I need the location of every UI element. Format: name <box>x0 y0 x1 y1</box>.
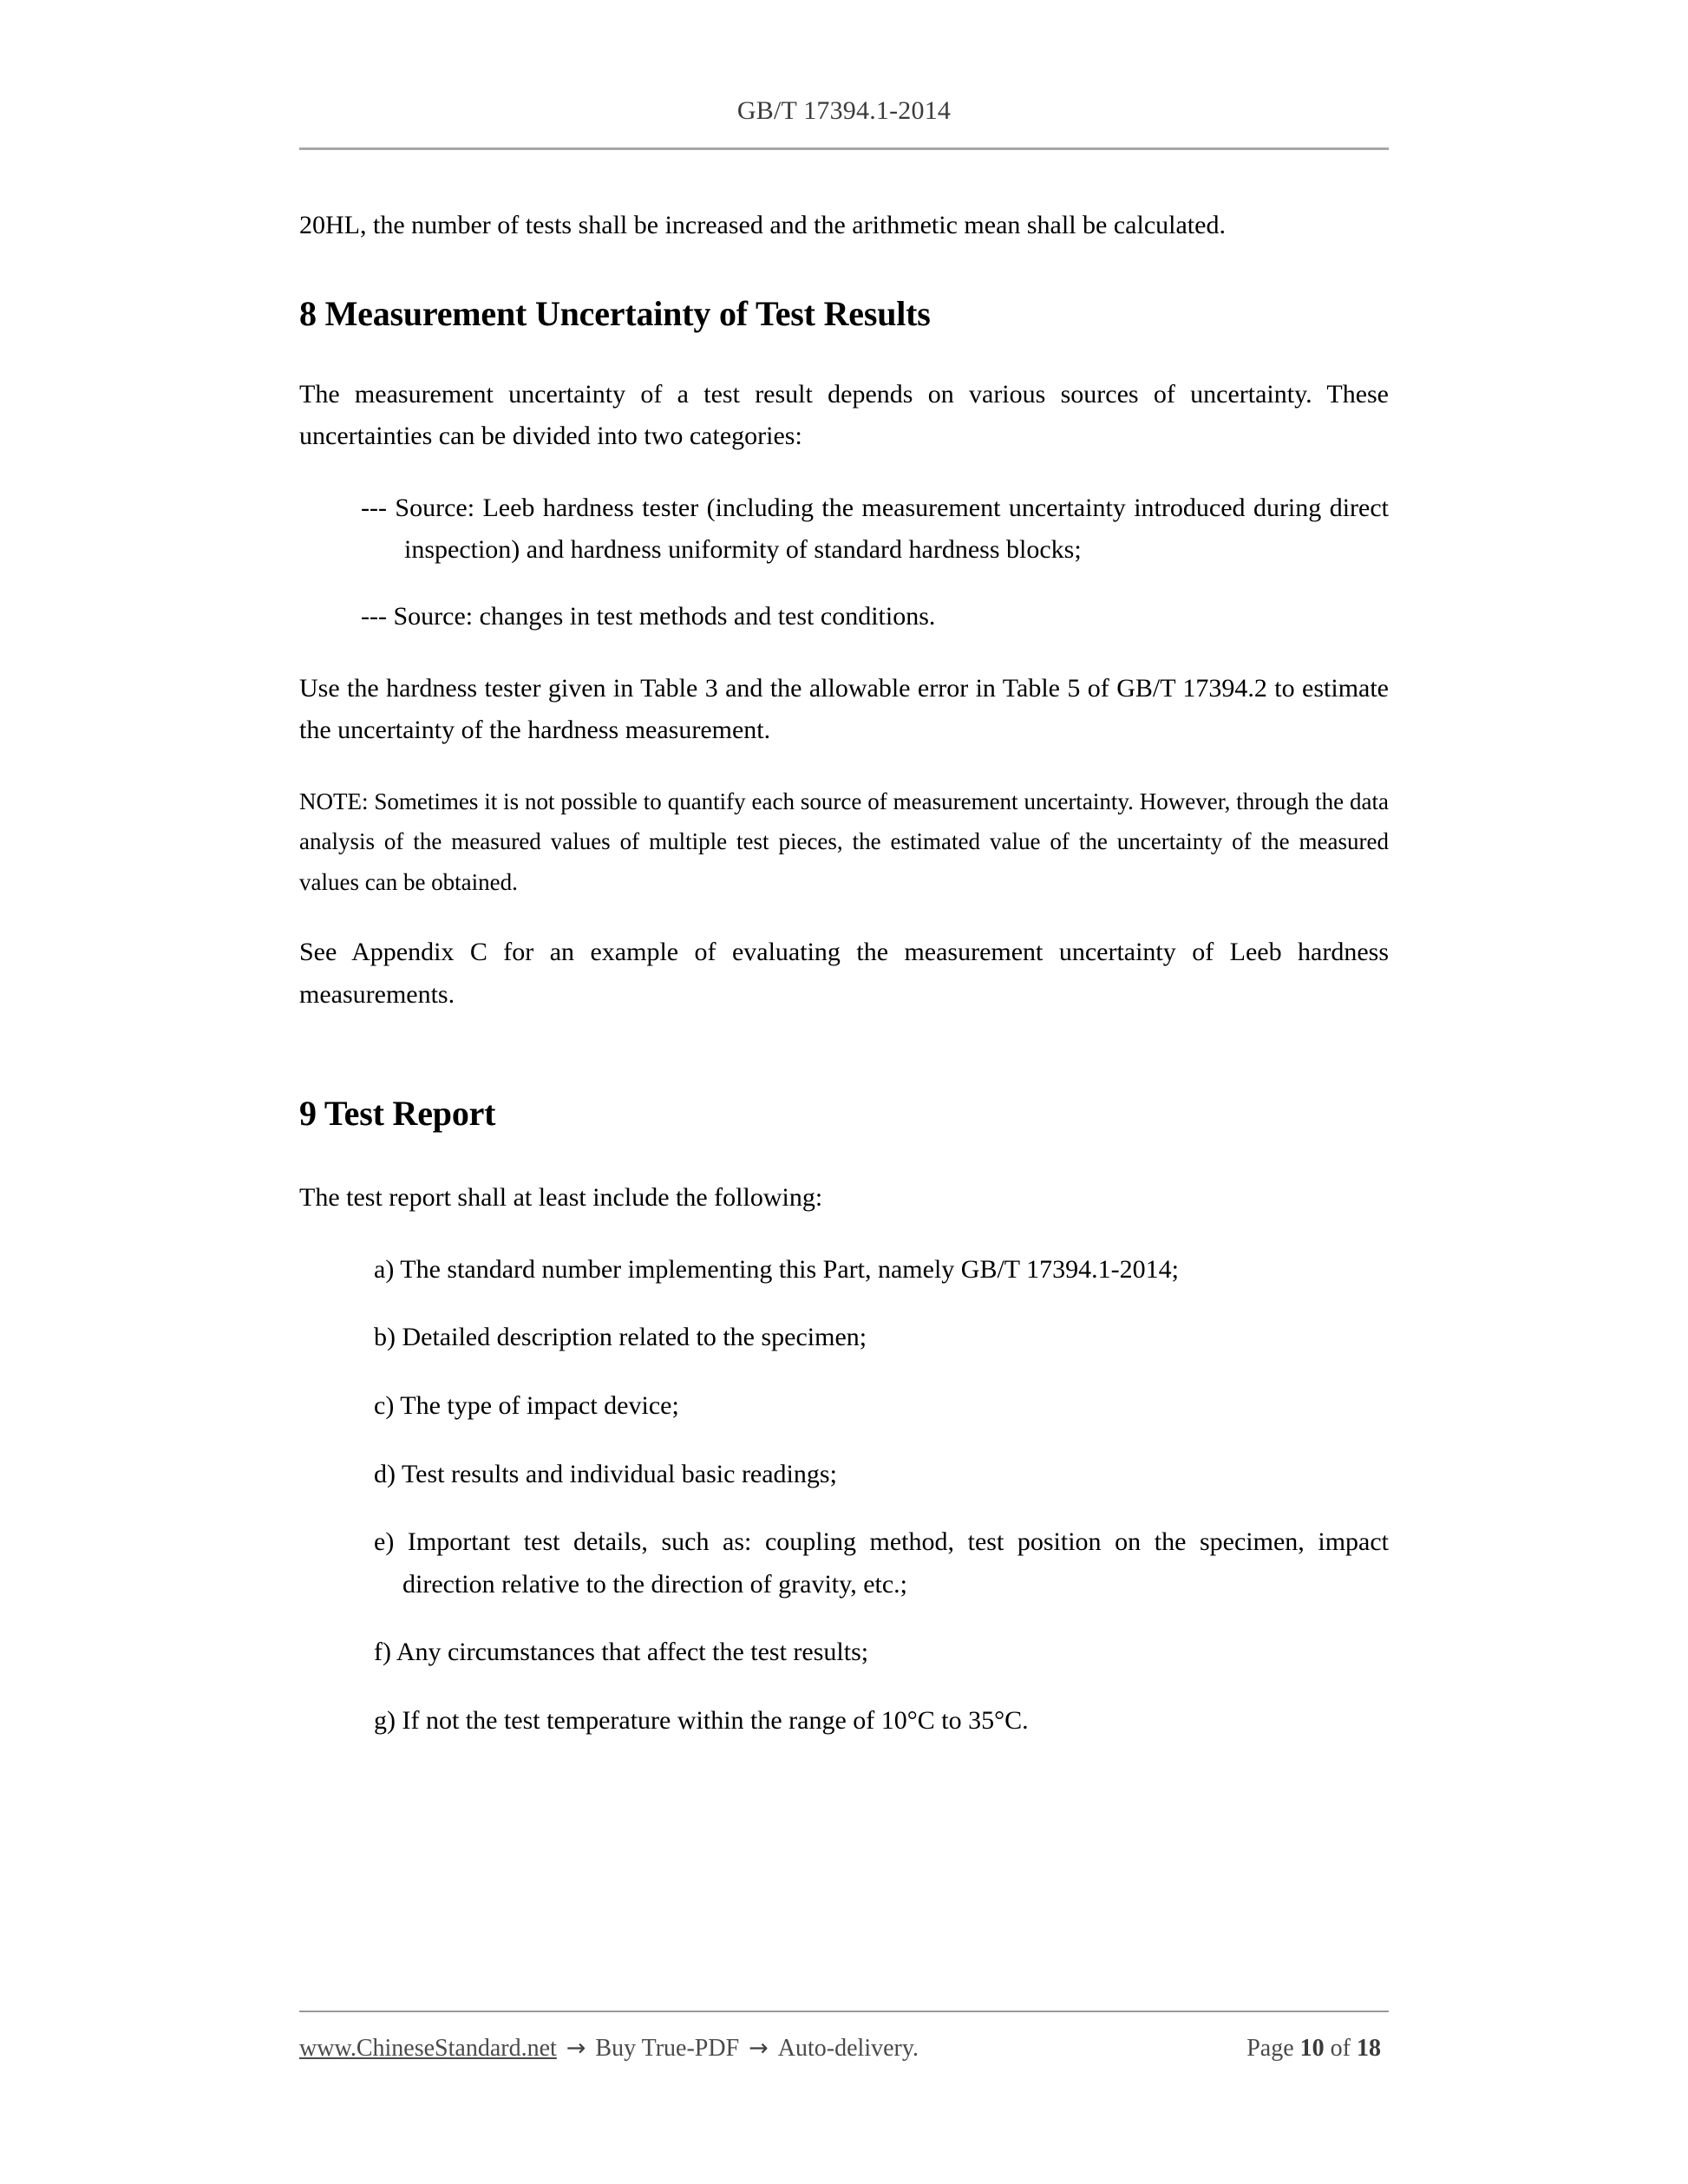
section9-paragraph-1: The test report shall at least include the following: <box>299 1183 823 1213</box>
test-report-item-list <box>299 1249 1389 1743</box>
chinesestandard-link[interactable]: www.ChineseStandard.net <box>299 2035 557 2062</box>
page-footer <box>299 2011 1389 2063</box>
current-page-number: 10 <box>1299 2035 1325 2062</box>
dash-marker: --- <box>361 601 394 631</box>
intro-paragraph: 20HL, the number of tests shall be increased and the arithmetic mean shall be calculated. <box>299 211 1226 239</box>
list-item-text: Source: Leeb hardness tester (including the measurement uncertainty introduced during direct inspection) and hardness uniformity of standard hardness blocks; <box>395 493 1389 565</box>
uncertainty-source-list <box>299 487 1389 638</box>
of-word-label: of <box>1330 2035 1351 2062</box>
section8-paragraph-3: See Appendix C for an example of evaluating the measurement uncertainty of Leeb hardness measurements. <box>299 938 1389 1009</box>
list-item-text: Source: changes in test methods and test conditions. <box>393 601 936 631</box>
list-item: e) Important test details, such as: coupling method, test position on the specimen, impact direction relative to the direction of gravity, etc.; <box>374 1527 1389 1599</box>
page-header <box>299 95 1389 150</box>
footer-content <box>299 2035 1389 2063</box>
list-item <box>328 487 1389 572</box>
list-item: f) Any circumstances that affect the test results; <box>374 1638 869 1667</box>
buy-true-pdf-label: Buy True-PDF <box>595 2035 740 2062</box>
header-divider <box>299 147 1389 150</box>
list-item: a) The standard number implementing this Part, namely GB/T 17394.1-2014; <box>374 1254 1179 1284</box>
section8-paragraph-1: The measurement uncertainty of a test result depends on various sources of uncertainty. These uncertainties can be divided into two categories: <box>299 379 1389 451</box>
list-item: d) Test results and individual basic readings; <box>374 1459 837 1488</box>
arrow-right-icon: → <box>749 2035 769 2062</box>
list-item <box>328 596 1389 638</box>
total-page-number: 18 <box>1357 2035 1381 2062</box>
footer-divider <box>299 2011 1389 2012</box>
standard-number-title: GB/T 17394.1-2014 <box>736 96 952 125</box>
document-body <box>299 205 1389 1769</box>
section8-note: NOTE: Sometimes it is not possible to quantify each source of measurement uncertainty. However, through the data analysis of the measured values of multiple test pieces, the estimated value of the uncertainty of the measured values can be obtained. <box>299 788 1389 895</box>
page-word-label: Page <box>1246 2035 1294 2062</box>
footer-promo <box>299 2035 919 2063</box>
dash-marker: --- <box>361 493 396 522</box>
list-item: g) If not the test temperature within the range of 10°C to 35°C. <box>374 1706 1029 1735</box>
section8-paragraph-2: Use the hardness tester given in Table 3 and the allowable error in Table 5 of GB/T 17394.2 to estimate the uncertainty of the hardness measurement. <box>299 673 1389 745</box>
section-heading-9: 9 Test Report <box>299 1094 496 1134</box>
list-item: b) Detailed description related to the specimen; <box>374 1323 867 1352</box>
arrow-right-icon: → <box>566 2035 586 2062</box>
auto-delivery-label: Auto-delivery. <box>777 2035 919 2062</box>
page-indicator <box>1245 2035 1389 2063</box>
section-heading-8: 8 Measurement Uncertainty of Test Results <box>299 293 931 333</box>
list-item: c) The type of impact device; <box>374 1391 679 1421</box>
